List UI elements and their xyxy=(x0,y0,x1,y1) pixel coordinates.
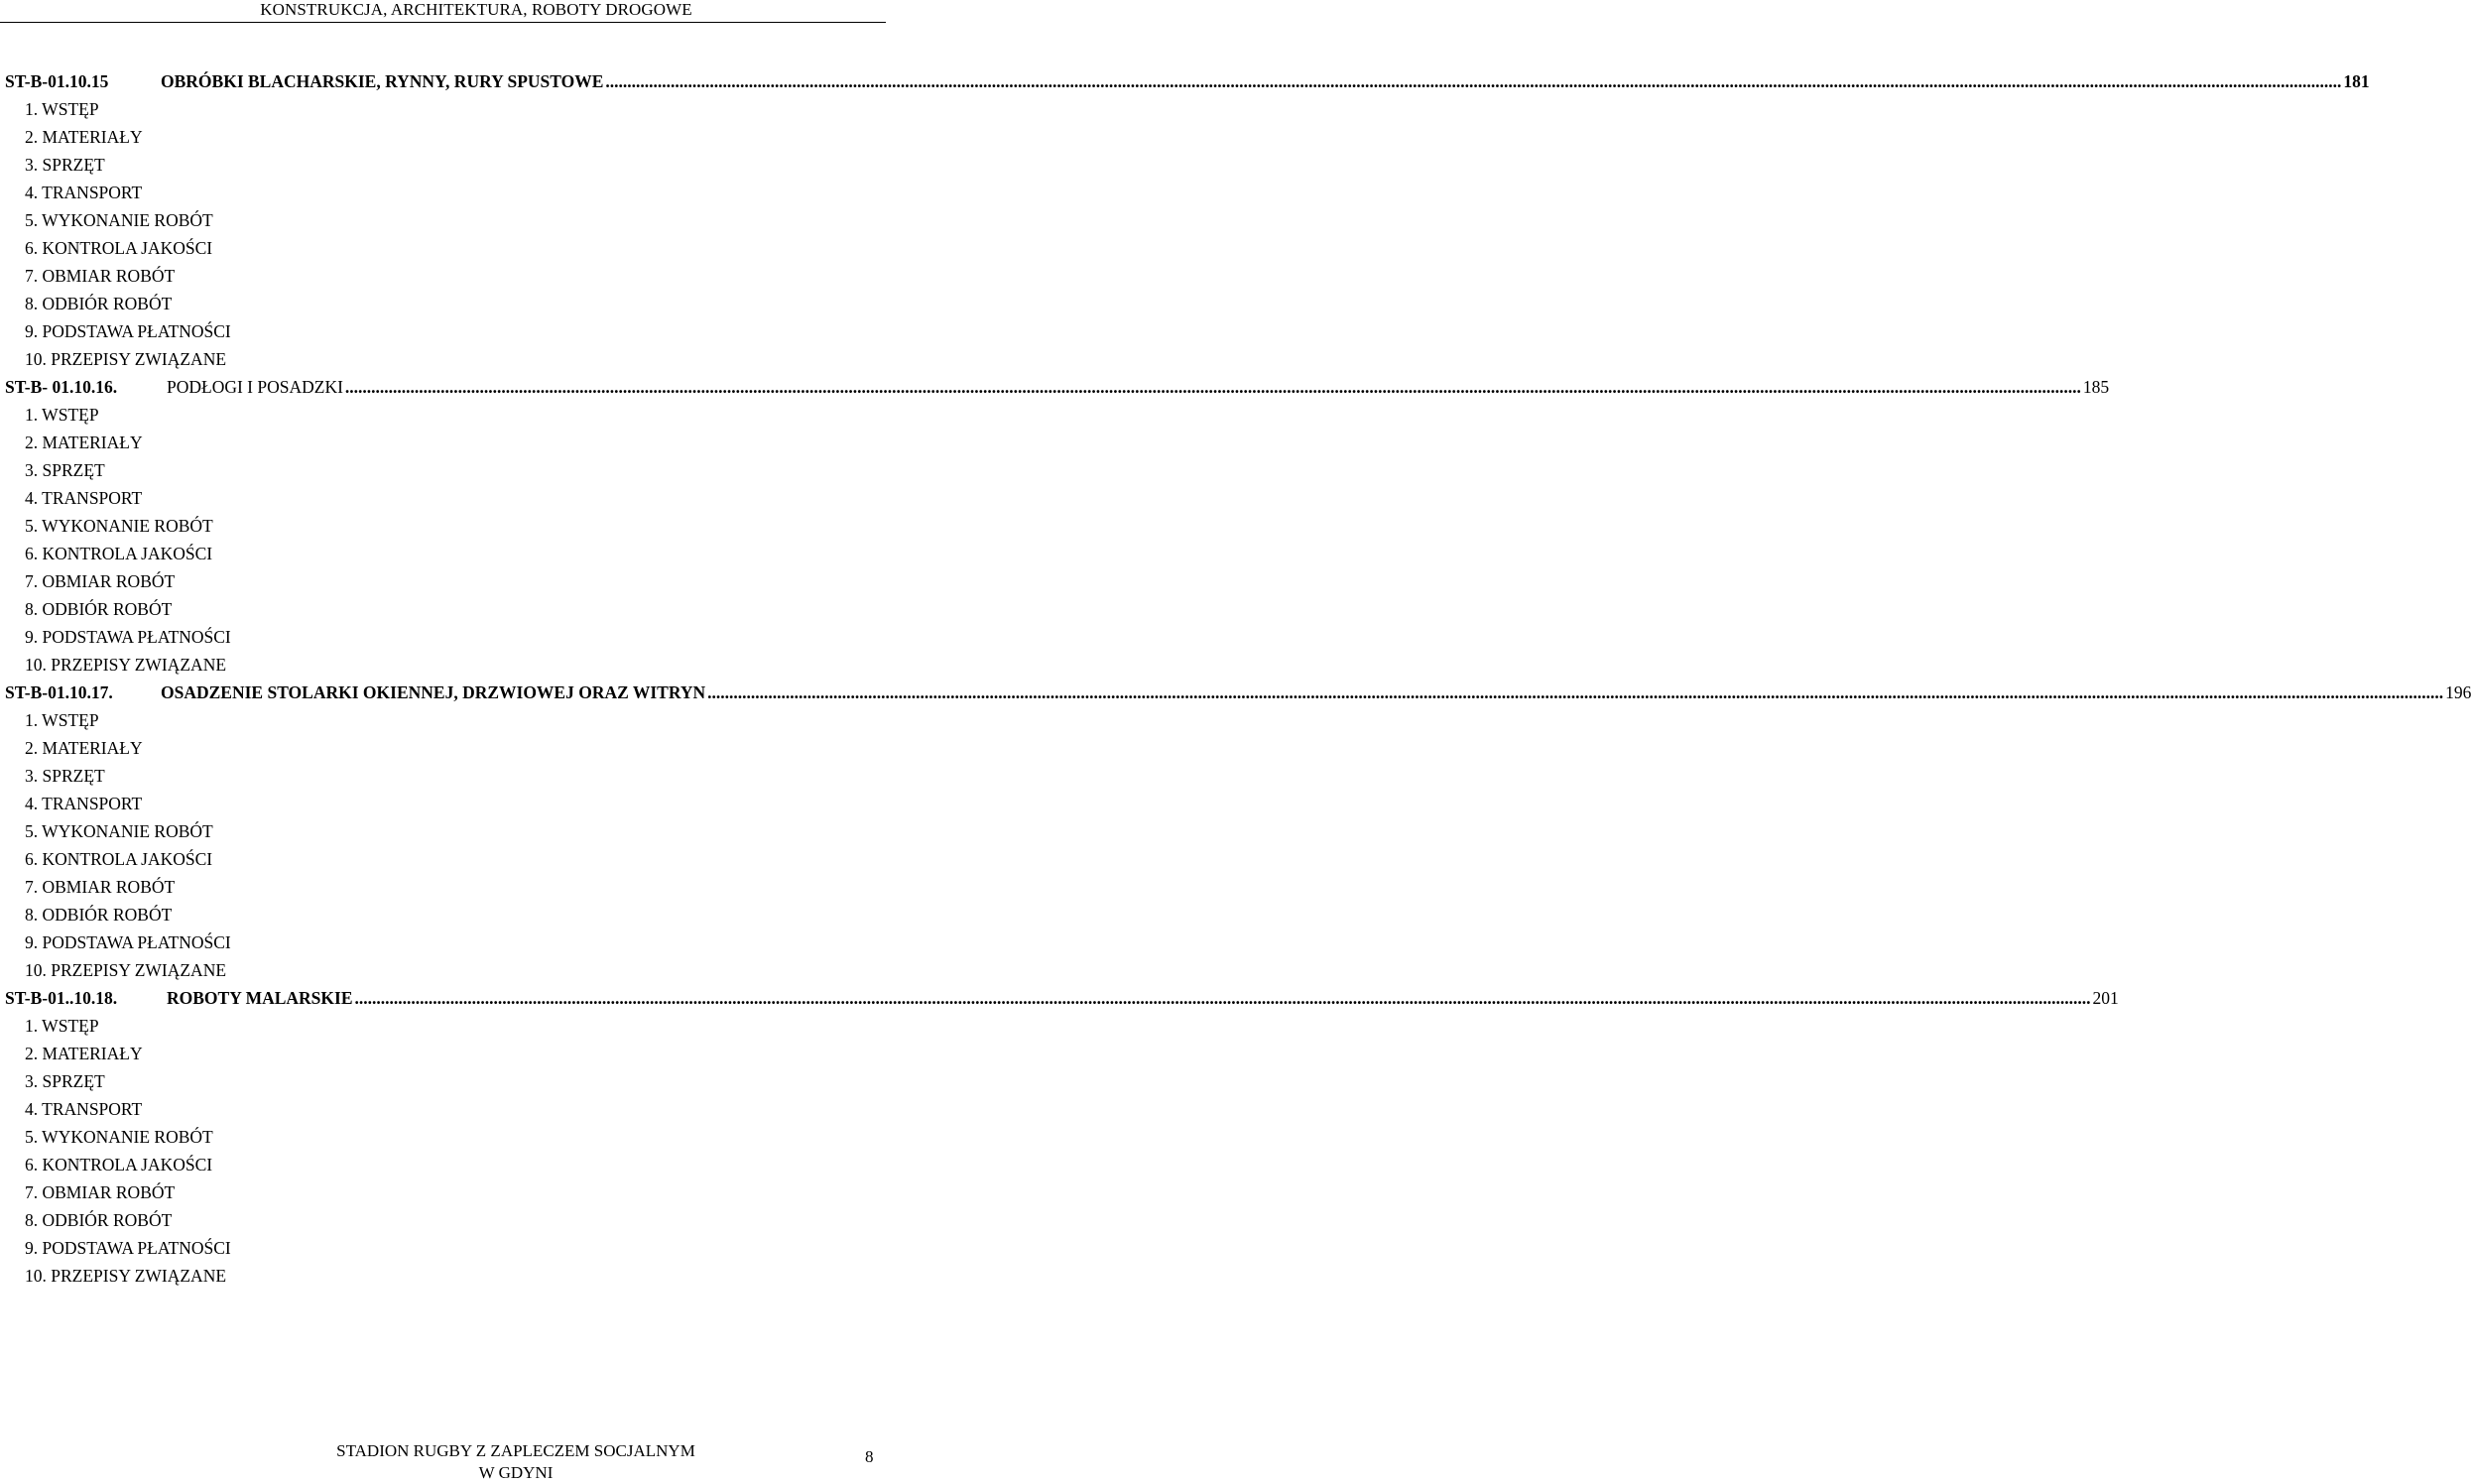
page-header xyxy=(0,0,952,20)
section-title: ROBOTY MALARSKIE xyxy=(167,988,353,1008)
toc-item[interactable]: 8. ODBIÓR ROBÓT xyxy=(25,599,173,619)
toc-item[interactable]: 9. PODSTAWA PŁATNOŚCI xyxy=(25,627,231,647)
toc-section-heading[interactable] xyxy=(5,984,2119,1012)
toc-item[interactable]: 1. WSTĘP xyxy=(25,1016,99,1036)
section-title: PODŁOGI I POSADZKI xyxy=(167,377,343,397)
toc-item[interactable]: 9. PODSTAWA PŁATNOŚCI xyxy=(25,932,231,952)
toc-item[interactable]: 7. OBMIAR ROBÓT xyxy=(25,1182,176,1202)
toc-item[interactable]: 4. TRANSPORT xyxy=(25,794,143,813)
section-page-number: 185 xyxy=(2082,377,2110,397)
footer-project xyxy=(317,1440,714,1484)
toc-item[interactable]: 8. ODBIÓR ROBÓT xyxy=(25,905,173,925)
toc-item[interactable]: 8. ODBIÓR ROBÓT xyxy=(25,1210,173,1230)
toc-item[interactable]: 10. PRZEPISY ZWIĄZANE xyxy=(25,1266,227,1286)
toc-item[interactable]: 6. KONTROLA JAKOŚCI xyxy=(25,849,213,869)
toc-item[interactable]: 2. MATERIAŁY xyxy=(25,738,143,758)
section-code: ST-B-01.10.15 xyxy=(5,71,109,91)
toc-item[interactable]: 1. WSTĘP xyxy=(25,99,99,119)
toc-item[interactable]: 6. KONTROLA JAKOŚCI xyxy=(25,238,213,258)
dot-leader: ................................................................................................................................................................................................................................................................................................................................................................................................................ xyxy=(354,988,2091,1008)
toc-item[interactable]: 6. KONTROLA JAKOŚCI xyxy=(25,1155,213,1175)
toc-item[interactable]: 10. PRZEPISY ZWIĄZANE xyxy=(25,960,227,980)
toc-item[interactable]: 10. PRZEPISY ZWIĄZANE xyxy=(25,349,227,369)
toc-item[interactable]: 5. WYKONANIE ROBÓT xyxy=(25,821,213,841)
toc-item[interactable]: 7. OBMIAR ROBÓT xyxy=(25,571,176,591)
toc-item[interactable]: 9. PODSTAWA PŁATNOŚCI xyxy=(25,1238,231,1258)
toc-item[interactable]: 2. MATERIAŁY xyxy=(25,1044,143,1063)
toc-item[interactable]: 8. ODBIÓR ROBÓT xyxy=(25,294,173,313)
section-code: ST-B- 01.10.16. xyxy=(5,377,118,397)
footer-project-line2: W GDYNI xyxy=(478,1463,554,1482)
toc-item[interactable]: 4. TRANSPORT xyxy=(25,488,143,508)
dot-leader: ................................................................................................................................................................................................................................................................................................................................................................................................................ xyxy=(344,377,2081,397)
toc-section-heading[interactable] xyxy=(5,67,2370,95)
toc-item[interactable]: 9. PODSTAWA PŁATNOŚCI xyxy=(25,321,231,341)
toc-item[interactable]: 3. SPRZĘT xyxy=(25,155,105,175)
toc-item[interactable]: 10. PRZEPISY ZWIĄZANE xyxy=(25,655,227,675)
toc-item[interactable]: 5. WYKONANIE ROBÓT xyxy=(25,210,213,230)
dot-leader: ................................................................................................................................................................................................................................................................................................................................................................................................................ xyxy=(605,71,2342,91)
section-page-number: 201 xyxy=(2092,988,2119,1008)
toc-item[interactable]: 5. WYKONANIE ROBÓT xyxy=(25,1127,213,1147)
footer-page-number: 8 xyxy=(865,1447,874,1466)
toc-item[interactable]: 1. WSTĘP xyxy=(25,405,99,425)
toc-item[interactable]: 5. WYKONANIE ROBÓT xyxy=(25,516,213,536)
toc-item[interactable]: 3. SPRZĘT xyxy=(25,1071,105,1091)
toc-item[interactable]: 4. TRANSPORT xyxy=(25,183,143,202)
toc-item[interactable]: 3. SPRZĘT xyxy=(25,460,105,480)
toc-item[interactable]: 1. WSTĘP xyxy=(25,710,99,730)
dot-leader: ................................................................................................................................................................................................................................................................................................................................................................................................................ xyxy=(707,682,2444,702)
section-page-number: 196 xyxy=(2445,682,2471,702)
header-title: KONSTRUKCJA, ARCHITEKTURA, ROBOTY DROGOWE xyxy=(260,0,692,19)
section-code: ST-B-01.10.17. xyxy=(5,682,113,702)
toc-item[interactable]: 7. OBMIAR ROBÓT xyxy=(25,877,176,897)
toc-item[interactable]: 2. MATERIAŁY xyxy=(25,433,143,452)
footer-project-line1: STADION RUGBY Z ZAPLECZEM SOCJALNYM xyxy=(336,1441,695,1460)
page-footer xyxy=(0,1438,952,1484)
section-page-number: 181 xyxy=(2343,71,2370,91)
toc-item[interactable]: 2. MATERIAŁY xyxy=(25,127,143,147)
header-divider xyxy=(0,22,886,23)
toc-section-heading[interactable] xyxy=(5,679,2471,706)
toc-item[interactable]: 3. SPRZĘT xyxy=(25,766,105,786)
table-of-contents xyxy=(5,67,2471,1290)
toc-section-heading[interactable] xyxy=(5,373,2110,401)
toc-item[interactable]: 7. OBMIAR ROBÓT xyxy=(25,266,176,286)
section-code: ST-B-01..10.18. xyxy=(5,988,118,1008)
toc-item[interactable]: 6. KONTROLA JAKOŚCI xyxy=(25,544,213,563)
toc-item[interactable]: 4. TRANSPORT xyxy=(25,1099,143,1119)
section-title: OBRÓBKI BLACHARSKIE, RYNNY, RURY SPUSTOWE xyxy=(161,71,604,91)
section-title: OSADZENIE STOLARKI OKIENNEJ, DRZWIOWEJ ORAZ WITRYN xyxy=(161,682,706,702)
